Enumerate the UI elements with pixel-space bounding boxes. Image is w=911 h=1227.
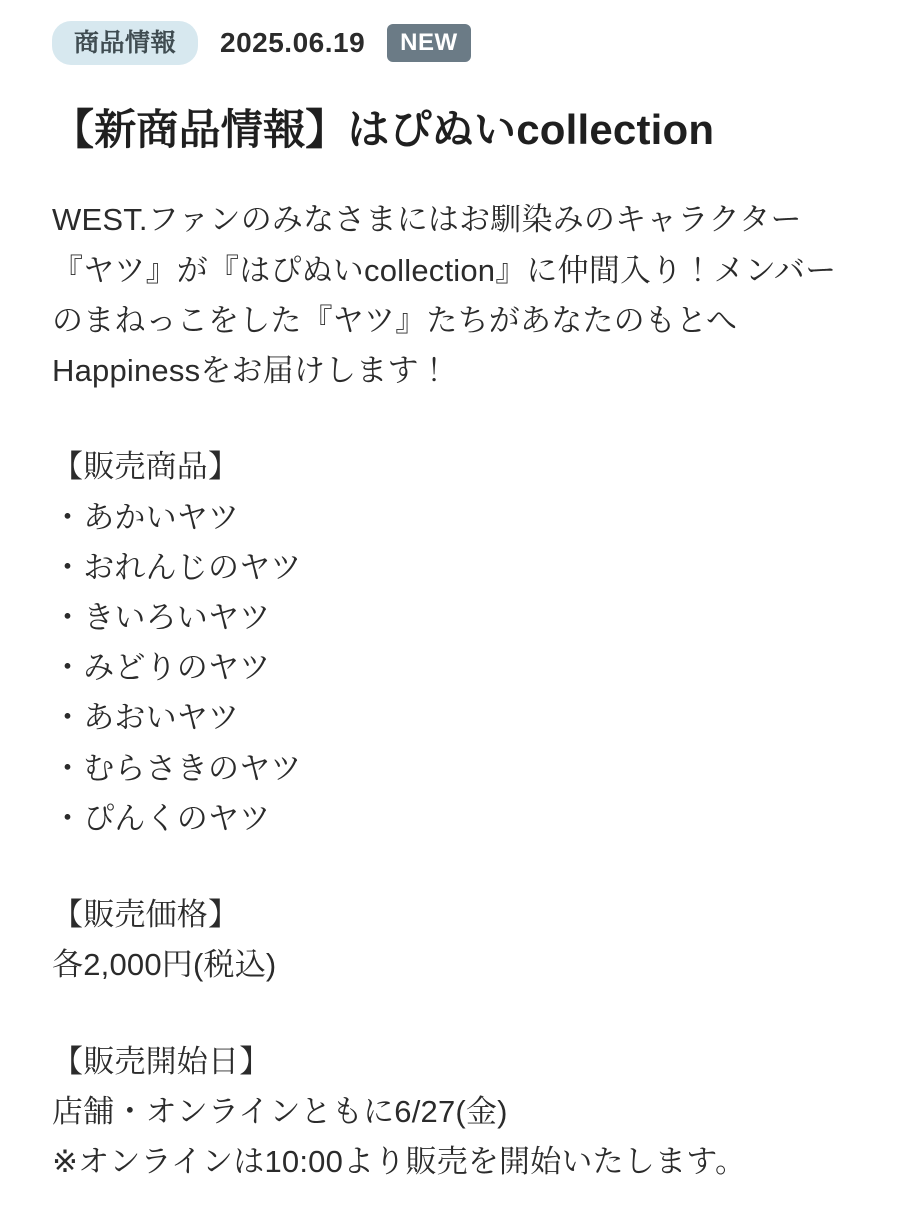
- list-item: ・おれんじのヤツ: [52, 549, 302, 585]
- release-note-line: ※オンラインは10:00より販売を開始いたします。: [52, 1143, 747, 1179]
- list-item: ・ぴんくのヤツ: [52, 800, 271, 836]
- new-badge: NEW: [387, 24, 471, 62]
- list-item: ・みどりのヤツ: [52, 650, 271, 686]
- price-heading: 【販売価格】: [52, 897, 240, 933]
- list-item: ・あかいヤツ: [52, 499, 240, 535]
- post-date: 2025.06.19: [220, 27, 366, 58]
- category-badge[interactable]: 商品情報: [52, 21, 198, 65]
- intro-paragraph: WEST.ファンのみなさまにはお馴染みのキャラクター『ヤツ』が『はぴぬいcollection』に仲間入り！メンバーのまねっこをした『ヤツ』たちがあなたのもとへHappinessをお届けします！: [52, 202, 837, 389]
- release-heading: 【販売開始日】: [52, 1043, 271, 1079]
- body-spacer: [52, 844, 859, 890]
- products-list: [52, 493, 859, 845]
- page-title: 【新商品情報】はぴぬいcollection: [52, 106, 715, 153]
- products-heading: 【販売商品】: [52, 449, 240, 485]
- list-item: ・むらさきのヤツ: [52, 750, 302, 786]
- price-value: 各2,000円(税込): [52, 947, 277, 983]
- body-spacer: [52, 991, 859, 1037]
- release-date-line: 店舗・オンラインともに6/27(金): [52, 1093, 508, 1129]
- list-item: ・きいろいヤツ: [52, 599, 271, 635]
- article-meta-row: [52, 14, 859, 72]
- article-body: [52, 195, 859, 1187]
- list-item: ・あおいヤツ: [52, 700, 240, 736]
- body-spacer: [52, 396, 859, 442]
